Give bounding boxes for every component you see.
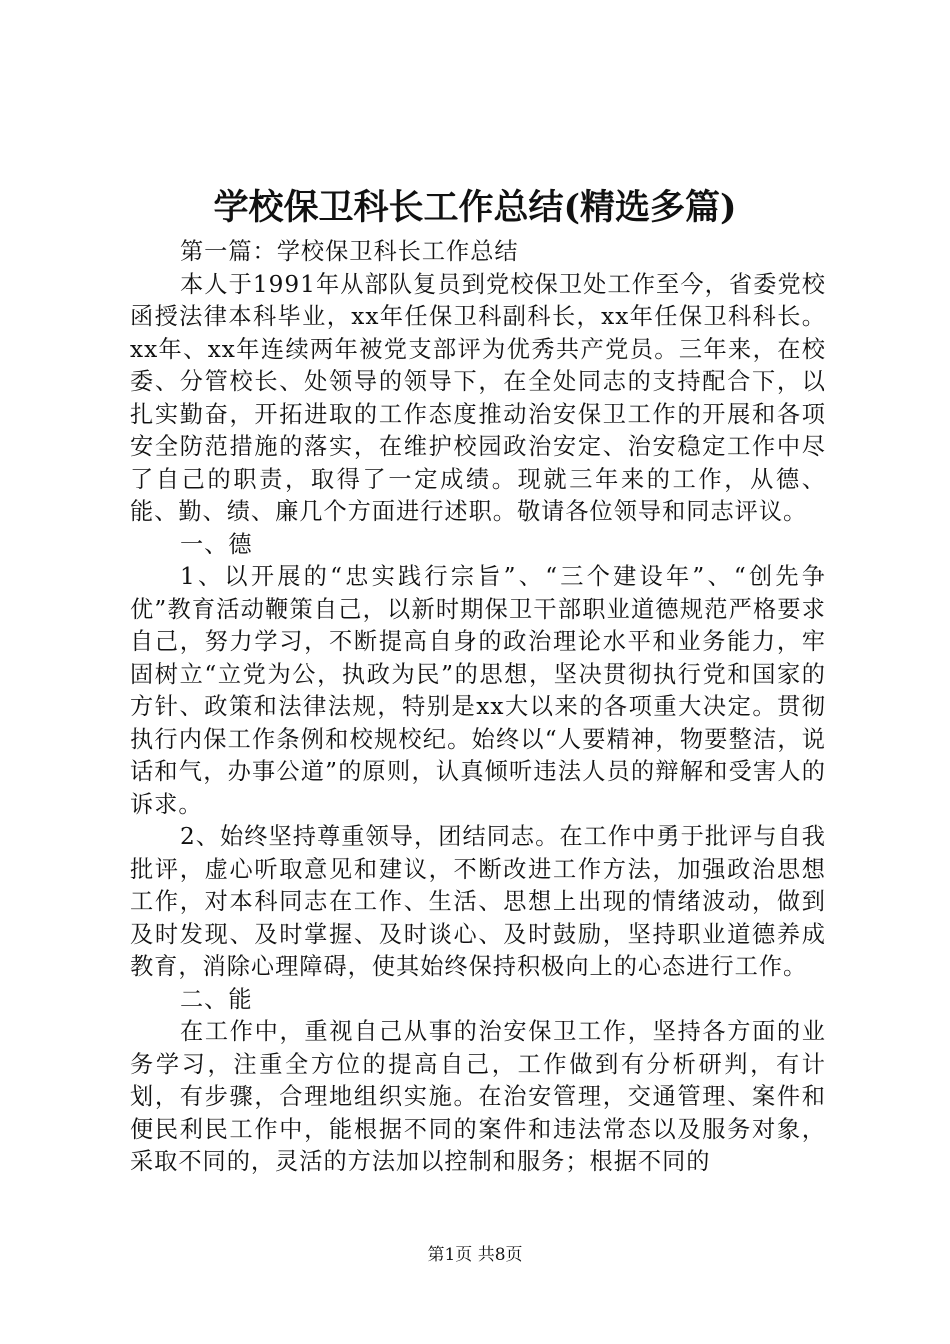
document-body: [130, 236, 826, 1179]
section-heading: 一、德: [180, 530, 253, 558]
body-paragraph: 在工作中，重视自己从事的治安保卫工作，坚持各方面的业务学习，注重全方位的提高自己，工作做到有分析研判，有计划，有步骤，合理地组织实施。在治安管理，交通管理、案件和便民利民工作中，能根据不同的案件和违法常态以及服务对象，采取不同的，灵活的方法加以控制和服务；根据不同的: [130, 1018, 826, 1175]
page-number-footer: 第1页 共8页: [427, 1245, 523, 1265]
section-heading: 二、能: [180, 985, 253, 1013]
body-paragraph: 2、始终坚持尊重领导，团结同志。在工作中勇于批评与自我批评，虚心听取意见和建议，不断改进工作方法，加强政治思想工作，对本科同志在工作、生活、思想上出现的情绪波动，做到及时发现、及时掌握、及时谈心、及时鼓励，坚持职业道德养成教育，消除心理障碍，使其始终保持积极向上的心态进行工作。: [130, 823, 826, 980]
body-paragraph: 1、以开展的“忠实践行宗旨”、“三个建设年”、“创先争优”教育活动鞭策自己，以新时期保卫干部职业道德规范严格要求自己，努力学习，不断提高自身的政治理论水平和业务能力，牢固树立“立党为公，执政为民”的思想，坚决贯彻执行党和国家的方针、政策和法律法规，特别是xx大以来的各项重大决定。贯彻执行内保工作条例和校规校纪。始终以“人要精神，物要整洁，说话和气，办事公道”的原则，认真倾听违法人员的辩解和受害人的诉求。: [130, 563, 826, 818]
section-heading: 第一篇：学校保卫科长工作总结: [180, 238, 519, 265]
body-paragraph: 本人于1991年从部队复员到党校保卫处工作至今，省委党校函授法律本科毕业，xx年任保卫科副科长，xx年任保卫科科长。xx年、xx年连续两年被党支部评为优秀共产党员。三年来，在校委、分管校长、处领导的领导下，在全处同志的支持配合下，以扎实勤奋，开拓进取的工作态度推动治安保卫工作的开展和各项安全防范措施的落实，在维护校园政治安定、治安稳定工作中尽了自己的职责，取得了一定成绩。现就三年来的工作，从德、能、勤、绩、廉几个方面进行述职。敬请各位领导和同志评议。: [130, 270, 826, 525]
document-title: 学校保卫科长工作总结(精选多篇): [213, 187, 737, 228]
